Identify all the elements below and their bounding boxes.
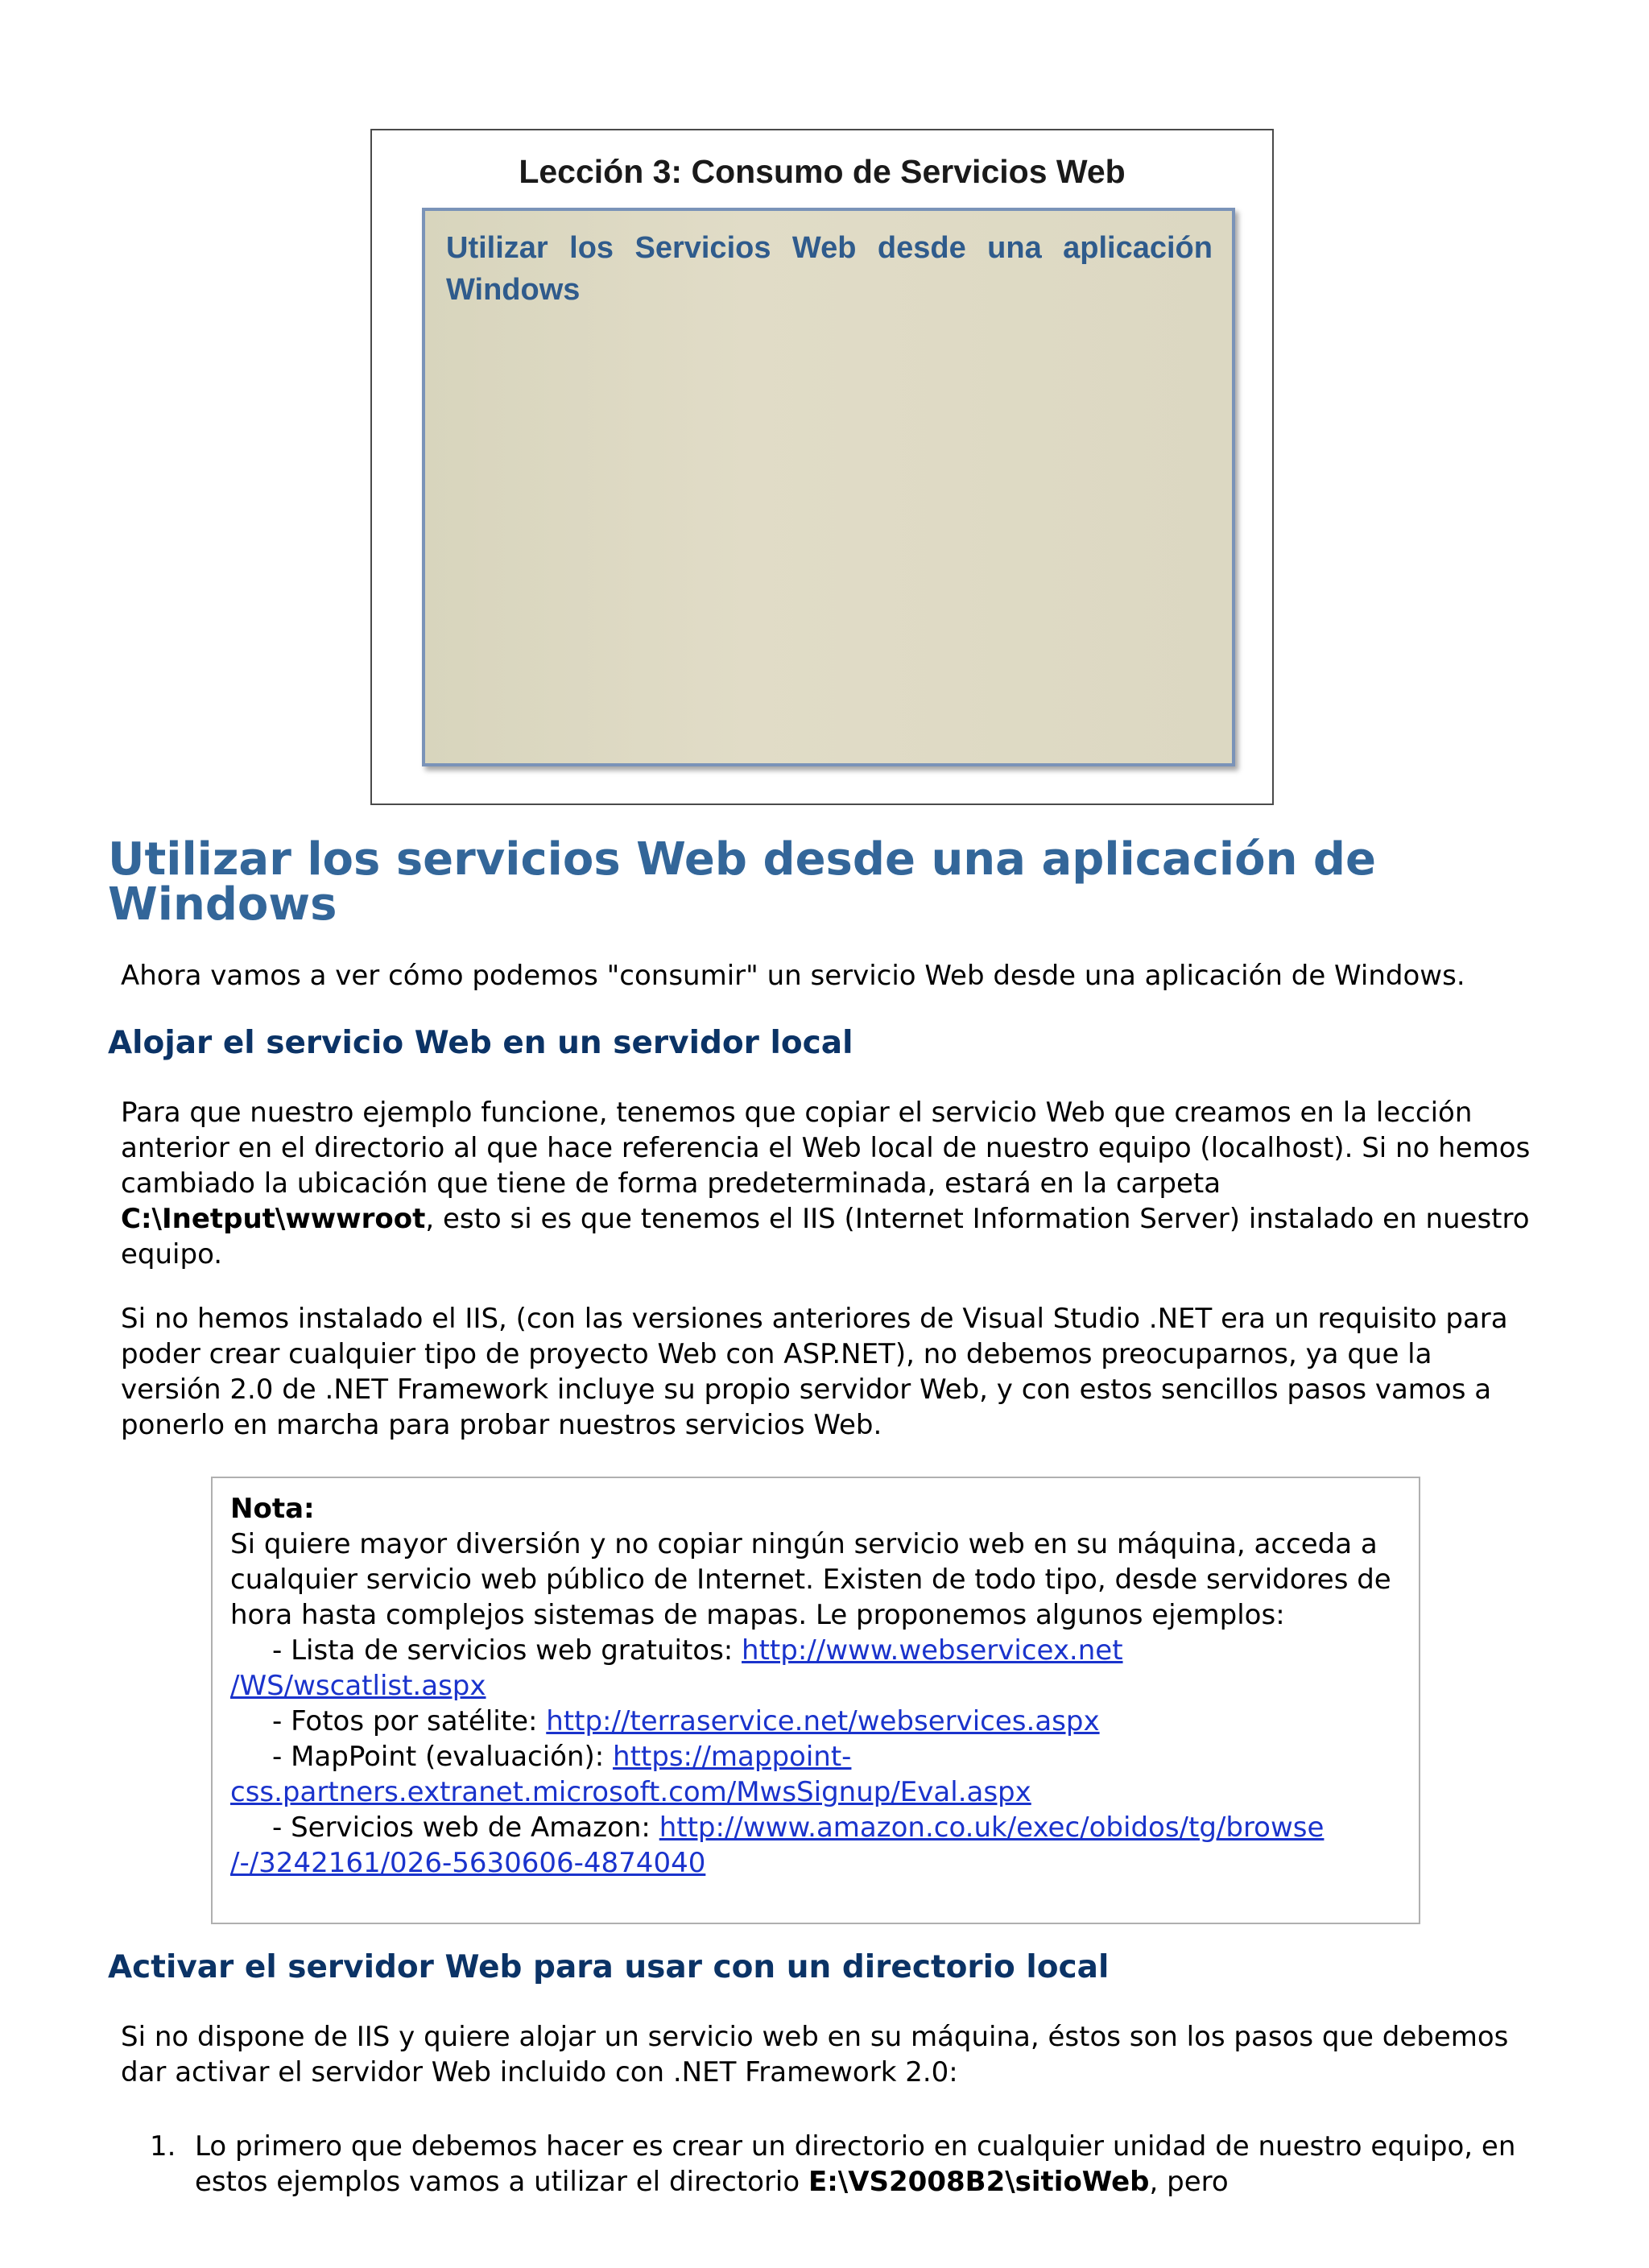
note-link-row-webservicex: [230, 1633, 1403, 1668]
steps-list: [150, 2129, 1551, 2200]
terraservice-link[interactable]: http://terraservice.net/webservices.aspx: [546, 1705, 1100, 1737]
section-heading-alojar: Alojar el servicio Web en un servidor local: [108, 1025, 853, 1061]
note-link-continuation: [230, 1845, 1403, 1881]
section1-paragraph-2: Si no hemos instalado el IIS, (con las versiones anteriores de Visual Studio .NET era un requisito para poder crear cualquier tipo de proyecto Web con ASP.NET), no debemos preocuparnos, ya que la versión 2.0 de .NET Framework incluye su propio servidor Web, y con estos sencillos pasos vamos a ponerlo en marcha para probar nuestros servicios Web.: [121, 1303, 1508, 1441]
mappoint-link-continued[interactable]: css.partners.extranet.microsoft.com/MwsSignup/Eval.aspx: [230, 1776, 1031, 1808]
amazon-link-continued[interactable]: /-/3242161/026-5630606-4874040: [230, 1847, 706, 1879]
slide-box-text: Utilizar los Servicios Web desde una aplicación Windows: [446, 231, 1213, 307]
section-heading-activar: Activar el servidor Web para usar con un directorio local: [108, 1949, 1110, 1985]
section2-paragraph-1: Si no dispone de IIS y quiere alojar un servicio web en su máquina, éstos son los pasos que debemos dar activar el servidor Web incluido con .NET Framework 2.0:: [121, 2021, 1509, 2088]
step-text-a: Lo primero que debemos hacer es crear un directorio en cualquier unidad de nuestro equipo, en estos ejemplos vamos a utilizar el directorio: [195, 2130, 1516, 2198]
slide-title: Lección 3: Consumo de Servicios Web: [519, 153, 1126, 190]
note-link-row-amazon: [230, 1810, 1403, 1845]
intro-paragraph: Ahora vamos a ver cómo podemos "consumir" un servicio Web desde una aplicación de Windows.: [121, 960, 1465, 992]
note-text: Si quiere mayor diversión y no copiar ningún servicio web en su máquina, acceda a cualquier servicio web público de Internet. Existen de todo tipo, desde servidores de hora hasta complejos sistemas de mapas. Le proponemos algunos ejemplos:: [230, 1528, 1391, 1631]
step-text-b: , pero: [1149, 2166, 1229, 2198]
list-item: [150, 2129, 1551, 2200]
section1-paragraph-1: [121, 1095, 1538, 1272]
webservicex-link[interactable]: http://www.webservicex.net: [742, 1634, 1123, 1667]
section1-p1-text-a: Para que nuestro ejemplo funcione, tenemos que copiar el servicio Web que creamos en la lección anterior en el directorio al que hace referencia el Web local de nuestro equipo (localhost). Si no hemos cambiado la ubicación que tiene de forma predeterminada, estará en la carpeta: [121, 1097, 1531, 1200]
note-box: [211, 1477, 1420, 1924]
webservicex-link-continued[interactable]: /WS/wscatlist.aspx: [230, 1670, 486, 1702]
wwwroot-path: C:\Inetput\wwwroot: [121, 1203, 426, 1235]
page-title: Utilizar los servicios Web desde una aplicación de Windows: [108, 833, 1376, 931]
note-link-label: - Fotos por satélite:: [272, 1705, 547, 1737]
mappoint-link[interactable]: https://mappoint-: [613, 1741, 852, 1773]
note-link-label: - Lista de servicios web gratuitos:: [272, 1634, 742, 1667]
note-link-continuation: [230, 1774, 1403, 1810]
note-title: Nota:: [230, 1493, 315, 1525]
sitioweb-path: E:\VS2008B2\sitioWeb: [808, 2166, 1150, 2198]
note-link-label: - Servicios web de Amazon:: [272, 1812, 659, 1844]
section1-p1-text-b: , esto si es que tenemos el IIS (Internet Information Server) instalado en nuestro equipo.: [121, 1203, 1530, 1270]
note-link-row-terraservice: [230, 1704, 1403, 1739]
note-link-label: - MapPoint (evaluación):: [272, 1741, 614, 1773]
note-link-row-mappoint: [230, 1739, 1403, 1774]
amazon-link[interactable]: http://www.amazon.co.uk/exec/obidos/tg/browse: [659, 1812, 1325, 1844]
slide-content-box: [422, 208, 1235, 766]
note-link-continuation: [230, 1668, 1403, 1704]
step-number: 1.: [150, 2130, 176, 2163]
slide-image: [370, 129, 1274, 805]
